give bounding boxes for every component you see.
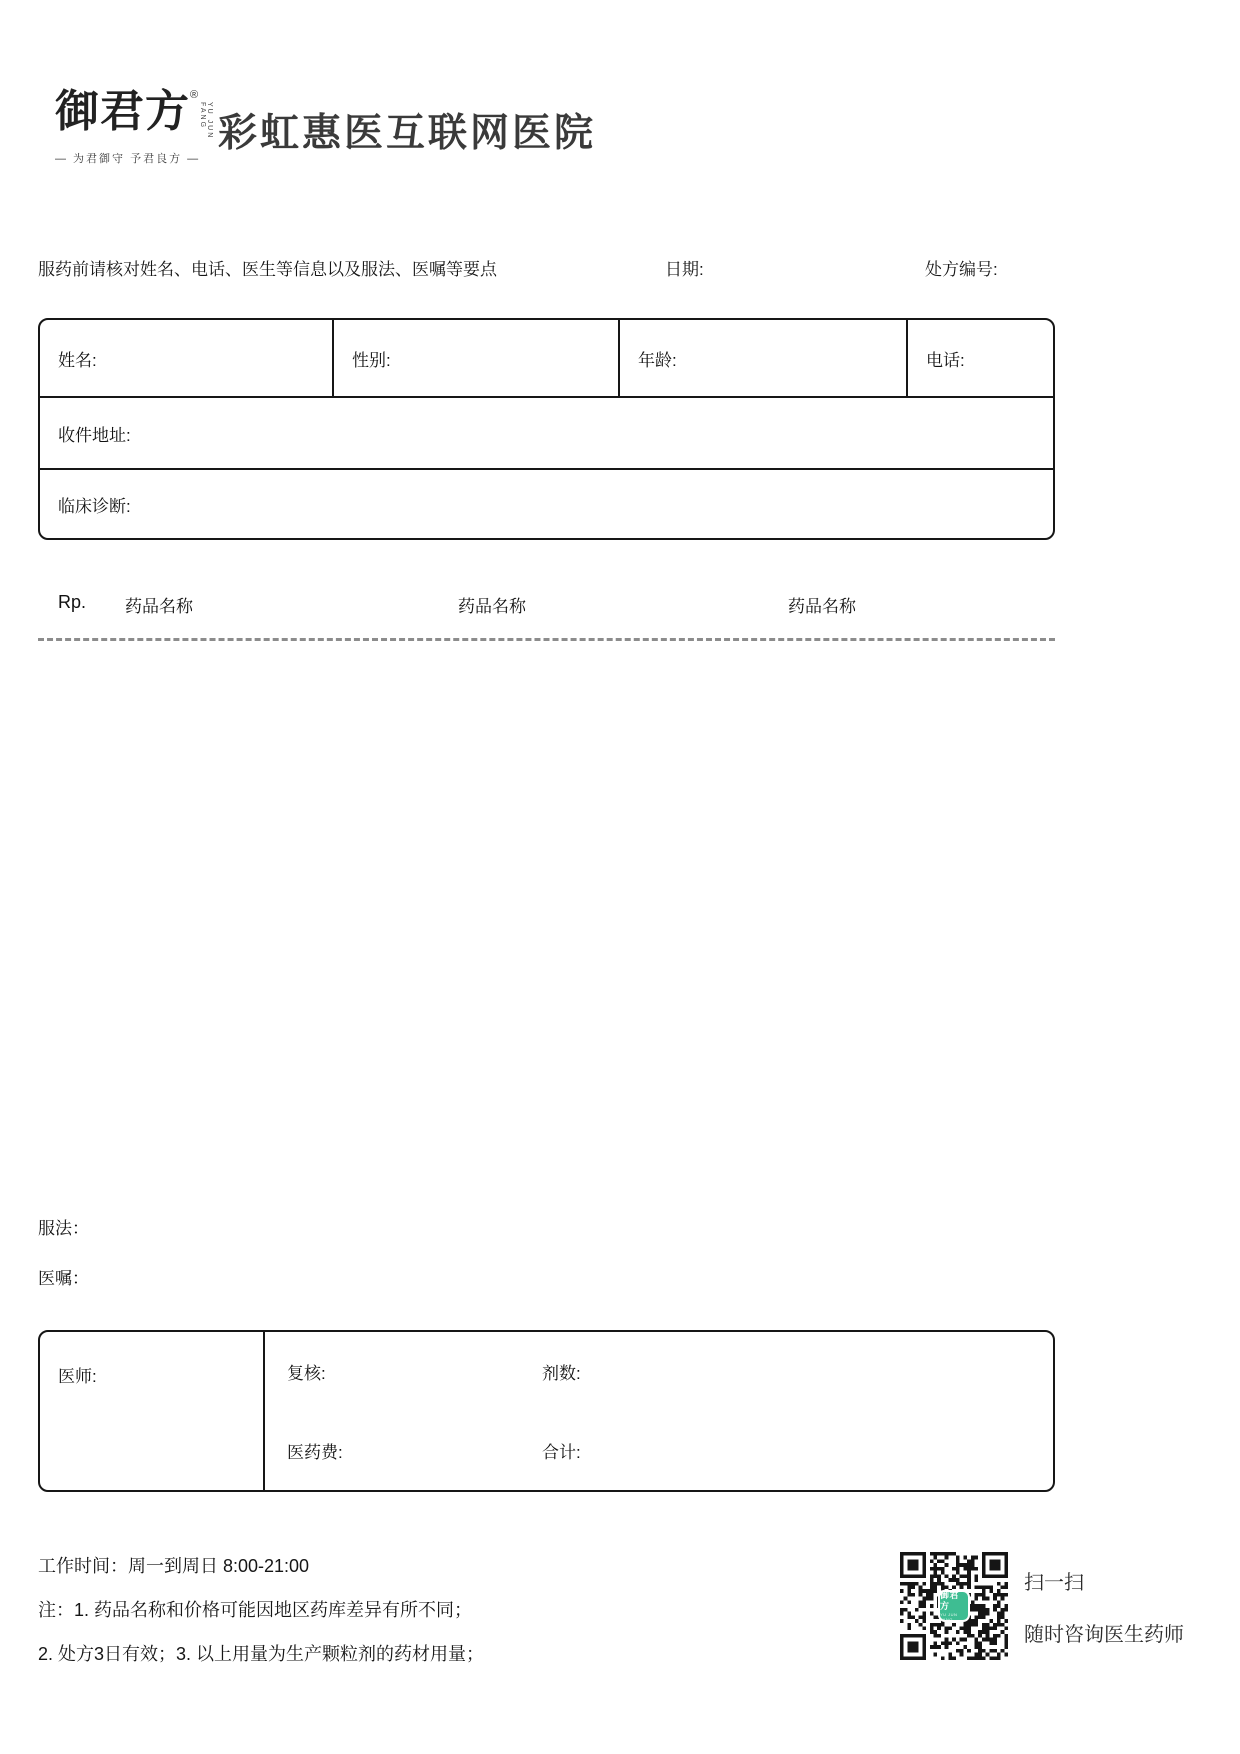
footer-note-line1: 注：1. 药品名称和价格可能因地区药库差异有所不同； [38, 1600, 473, 1620]
patient-gender-label: 性别: [352, 350, 391, 370]
patient-info-box [38, 318, 1055, 540]
clinical-diagnosis-field [40, 470, 1053, 538]
signoff-box [38, 1330, 1055, 1492]
patient-age-label: 年龄: [638, 350, 677, 370]
brand-logo-text: 御君方 [55, 86, 190, 137]
rp-label: Rp. [58, 592, 87, 612]
clinical-diagnosis-label: 临床诊断: [58, 496, 131, 516]
shipping-address-label: 收件地址: [58, 425, 131, 445]
prescription-number-label: 处方编号: [925, 260, 998, 279]
qr-code [900, 1552, 1008, 1660]
working-hours-text: 工作时间：周一到周日 8:00-21:00 [38, 1556, 310, 1576]
patient-name-field [40, 320, 334, 396]
patient-age-field [620, 320, 908, 396]
qr-scan-title: 扫一扫 [1024, 1572, 1084, 1594]
patient-phone-field [908, 320, 1053, 396]
usage-method-label: 服法： [38, 1219, 89, 1238]
qr-center-logo-text: 御君方 [940, 1590, 960, 1611]
hospital-title: 彩虹惠医互联网医院 [218, 112, 597, 155]
registered-trademark-icon: ® [190, 89, 199, 101]
brand-vertical-text: YU JUN FANG [199, 102, 214, 140]
patient-gender-field [334, 320, 620, 396]
shipping-address-field [40, 398, 1053, 470]
prescription-divider-dashed-line [38, 638, 1055, 641]
drug-name-column-header-1: 药品名称 [125, 597, 193, 616]
footer-note-line2: 2. 处方3日有效；3. 以上用量为生产颗粒剂的药材用量； [38, 1644, 485, 1664]
physician-label: 医师: [58, 1367, 97, 1386]
physician-field [40, 1332, 265, 1490]
drug-name-column-header-3: 药品名称 [788, 597, 856, 616]
patient-name-label: 姓名: [58, 350, 97, 370]
drug-name-column-header-2: 药品名称 [458, 597, 526, 616]
qr-scan-description: 随时咨询医生药师 [1024, 1624, 1184, 1646]
brand-block [55, 88, 220, 166]
signoff-row-review [265, 1332, 1053, 1411]
review-label: 复核: [287, 1364, 326, 1383]
total-label: 合计: [542, 1443, 581, 1462]
doctor-advice-label: 医嘱： [38, 1269, 89, 1288]
dose-count-label: 剂数: [542, 1364, 581, 1383]
signoff-right-section [265, 1332, 1053, 1490]
medication-check-notice: 服药前请核对姓名、电话、医生等信息以及服法、医嘱等要点 [38, 260, 497, 279]
patient-info-row-basic [40, 320, 1053, 398]
medicine-fee-label: 医药费: [287, 1443, 343, 1462]
qr-center-brand-logo [938, 1590, 970, 1622]
signoff-row-fees [265, 1411, 1053, 1490]
date-label: 日期: [665, 260, 704, 279]
patient-phone-label: 电话: [926, 350, 965, 370]
brand-tagline: — 为君御守 予君良方 — [55, 153, 201, 165]
qr-center-logo-subtext: YU JUN FANG [940, 1611, 958, 1622]
